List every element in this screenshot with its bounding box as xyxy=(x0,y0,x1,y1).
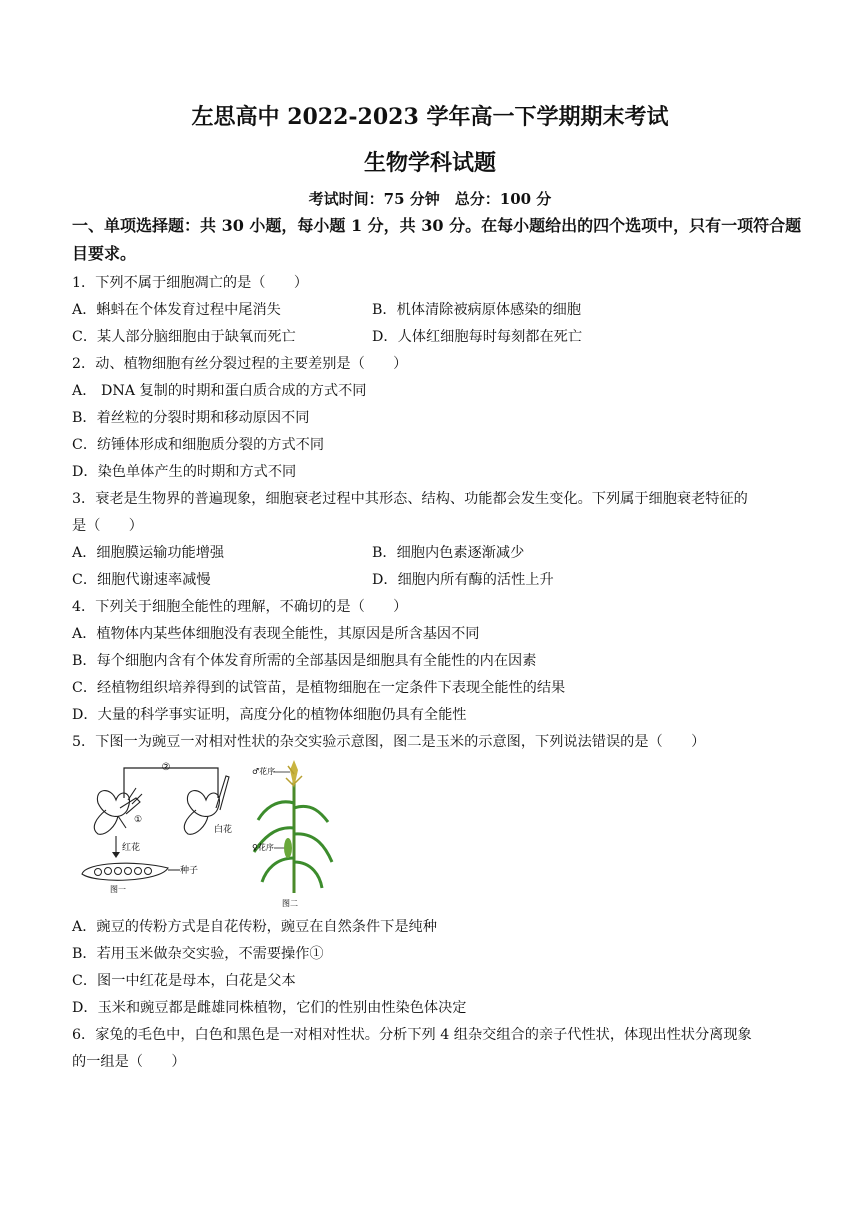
q5-option-d: D．玉米和豌豆都是雌雄同株植物，它们的性别由性染色体决定 xyxy=(72,1000,467,1016)
section-heading: 一、单项选择题：共 30 小题，每小题 1 分，共 30 分。在每小题给出的四个选项中，只有一项符合题目要求。 xyxy=(72,216,802,263)
q2-option-b: B．着丝粒的分裂时期和移动原因不同 xyxy=(72,410,310,426)
white-flower-label: 白花 xyxy=(214,825,233,835)
female-inflorescence-label: ♀花序 xyxy=(252,843,274,852)
q1-option-d: D．人体红细胞每时每刻都在死亡 xyxy=(372,329,583,345)
q4-option-a: A．植物体内某些体细胞没有表现全能性，其原因是所含基因不同 xyxy=(72,626,480,642)
corn-plant-drawing xyxy=(254,760,332,893)
exam-info: 考试时间：75 分钟 总分：100 分 xyxy=(308,190,552,208)
fig1-label: 图一 xyxy=(110,885,126,894)
q3-option-c: C．细胞代谢速率减慢 xyxy=(72,572,211,588)
q1-option-c: C．某人部分脑细胞由于缺氧而死亡 xyxy=(72,329,296,345)
q5-option-c: C．图一中红花是母本，白花是父本 xyxy=(72,973,296,989)
q4-option-b: B．每个细胞内含有个体发育所需的全部基因是细胞具有全能性的内在因素 xyxy=(72,653,537,669)
subject-title: 生物学科试题 xyxy=(363,150,496,176)
q4-option-c: C．经植物组织培养得到的试管苗，是植物细胞在一定条件下表现全能性的结果 xyxy=(72,680,566,696)
q2-stem: 2．动、植物细胞有丝分裂过程的主要差别是（ ） xyxy=(72,356,408,372)
exam-title: 左思高中 2022-2023 学年高一下学期期末考试 xyxy=(191,104,669,130)
q5-option-a: A．豌豆的传粉方式是自花传粉，豌豆在自然条件下是纯种 xyxy=(72,919,437,935)
q1-option-a: A．蝌蚪在个体发育过程中尾消失 xyxy=(72,302,281,318)
op1-label: ① xyxy=(134,815,143,825)
red-flower-label: 红花 xyxy=(122,843,141,853)
q4-stem: 4．下列关于细胞全能性的理解，不确切的是（ ） xyxy=(72,599,408,615)
q2-option-a: A． DNA 复制的时期和蛋白质合成的方式不同 xyxy=(72,383,367,399)
q1-option-b: B．机体清除被病原体感染的细胞 xyxy=(372,302,582,318)
seed-label: 种子 xyxy=(180,866,199,876)
q3-stem-line2: 是（ ） xyxy=(72,518,143,534)
q6-stem-line1: 6．家兔的毛色中，白色和黑色是一对相对性状。分析下列 4 组杂交组合的亲子代性状，体现出性状分离现象 xyxy=(72,1027,752,1043)
q3-stem-line1: 3．衰老是生物界的普遍现象，细胞衰老过程中其形态、结构、功能都会发生变化。下列属于细胞衰老特征的 xyxy=(72,491,748,507)
q2-option-c: C．纺锤体形成和细胞质分裂的方式不同 xyxy=(72,437,325,453)
pea-corn-figure xyxy=(76,758,346,908)
fig2-label: 图二 xyxy=(282,899,298,908)
pea-pod-drawing xyxy=(82,863,168,880)
q6-stem-line2: 的一组是（ ） xyxy=(72,1054,186,1070)
q3-option-d: D．细胞内所有酶的活性上升 xyxy=(372,572,554,588)
q1-stem: 1．下列不属于细胞凋亡的是（ ） xyxy=(72,275,309,291)
q5-stem: 5．下图一为豌豆一对相对性状的杂交实验示意图，图二是玉米的示意图，下列说法错误的是（ ） xyxy=(72,734,706,750)
red-flower-drawing xyxy=(94,788,142,834)
q4-option-d: D．大量的科学事实证明，高度分化的植物体细胞仍具有全能性 xyxy=(72,707,467,723)
male-inflorescence-label: ♂花序 xyxy=(252,767,276,776)
q2-option-d: D．染色单体产生的时期和方式不同 xyxy=(72,464,297,480)
q3-option-b: B．细胞内色素逐渐减少 xyxy=(372,545,525,561)
q5-option-b: B．若用玉米做杂交实验，不需要操作① xyxy=(72,946,324,962)
op2-label: ② xyxy=(161,762,171,773)
q3-option-a: A．细胞膜运输功能增强 xyxy=(72,545,225,561)
